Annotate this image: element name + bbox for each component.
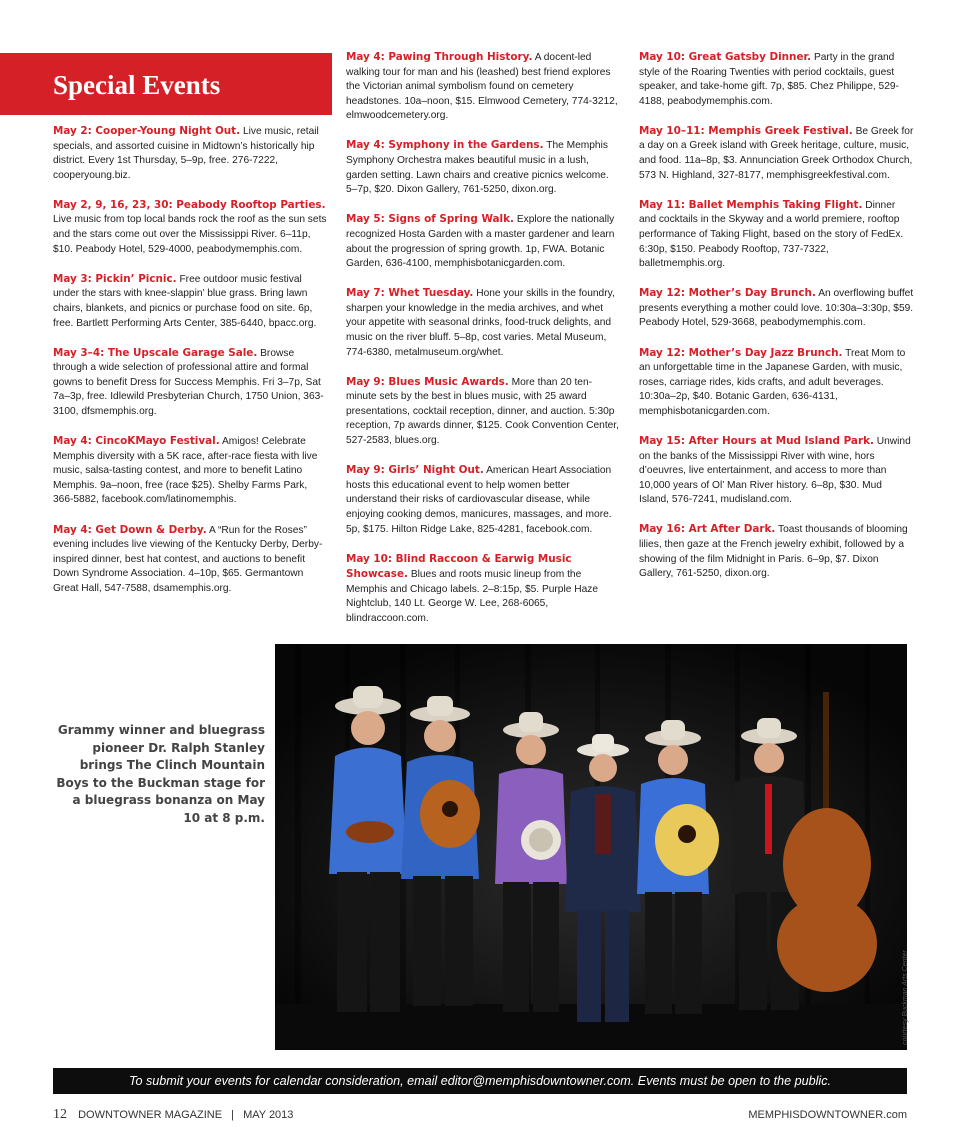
- issue-date: MAY 2013: [243, 1109, 294, 1121]
- event-entry: [639, 522, 914, 581]
- event-description: Party in the grand style of the Roaring Twenties with period cocktails, guest speaker, and take-home gift. 7p, $85. Chez Philippe, 529-4188, peabodymemphis.com.: [639, 52, 899, 107]
- event-title: May 4: Get Down & Derby.: [53, 523, 207, 536]
- band-photo-image: [275, 644, 907, 1050]
- event-entry: [53, 272, 328, 331]
- event-title: May 12: Mother’s Day Brunch.: [639, 287, 816, 300]
- event-entry: [346, 375, 621, 449]
- event-title: May 4: Pawing Through History.: [346, 51, 533, 63]
- event-description: A docent-led walking tour for man and his (leashed) best friend explores the Victorian animal symbolism found on cemetery headstones. 10a–noon, $15. Elmwood Cemetery, 774-3212, elmwoodcemetery.org.: [346, 52, 618, 122]
- event-title: May 12: Mother’s Day Jazz Brunch.: [639, 346, 843, 359]
- event-description: Blues and roots music lineup from the Memphis and Chicago labels. 2–8:15p, $5. Purple Haze Nightclub, 140 Lt. George W. Lee, 268-6065, blindraccoon.com.: [346, 569, 599, 624]
- event-description: Treat Mom to an unforgettable time in the Japanese Garden, with music, roses, carriage rides, kids crafts, and adult beverages. 10:30a–2p, $40. Botanic Garden, 636-4131, memphisbotanicgarden.com.: [639, 347, 906, 417]
- event-description: Amigos! Celebrate Memphis diversity with a 5K race, after-race fiesta with live music, salsa-tasting contest, and more to benefit Latino Memphis. 9a–noon, free (race $25). Shelby Farms Park, 366-5882, facebook.com/latinomemphis.: [53, 436, 318, 506]
- event-entry: [53, 434, 328, 508]
- event-description: American Heart Association hosts this educational event to help women better understand their risks of cardiovascular disease, while enjoying cooking demos, manicures, massages, and more. 5p, $175. Hilton Ridge Lake, 825-4281, facebook.com.: [346, 465, 612, 535]
- events-column-2: [346, 50, 621, 641]
- event-description: Dinner and cocktails in the Skyway and a world premiere, rooftop performance of Taking Flight, based on the story of FedEx. 6:30p, $150. Peabody Rooftop, 737-7322, balletmemphis.org.: [639, 199, 904, 270]
- event-title: May 9: Girls’ Night Out.: [346, 464, 484, 477]
- event-description: Be Greek for a day on a Greek island with Greek heritage, culture, music, and food. 11a–8p, $3. Annunciation Greek Orthodox Church, 573 N. Highland, 327-8177, memphisgreekfestival.com.: [639, 125, 914, 181]
- event-description: Toast thousands of blooming lilies, then gaze at the French jewelry exhibit, followed by a showing of the film Midnight in Paris. 6–9p, $7. Dixon Gallery, 761-5250, dixon.org.: [639, 524, 908, 580]
- event-title: May 15: After Hours at Mud Island Park.: [639, 434, 874, 447]
- event-entry: [346, 138, 621, 197]
- event-entry: [346, 286, 621, 360]
- event-title: May 2, 9, 16, 23, 30: Peabody Rooftop Parties.: [53, 198, 326, 211]
- footer-left: [53, 1107, 293, 1123]
- event-title: May 4: CincoKMayo Festival.: [53, 435, 220, 448]
- event-entry: [639, 124, 914, 183]
- event-title: May 5: Signs of Spring Walk.: [346, 213, 514, 226]
- event-title: May 2: Cooper-Young Night Out.: [53, 125, 241, 137]
- event-entry: [53, 523, 328, 597]
- event-title: May 10–11: Memphis Greek Festival.: [639, 124, 853, 137]
- event-title: May 9: Blues Music Awards.: [346, 375, 509, 388]
- event-description: Live music from top local bands rock the roof as the sun sets and the stars come out over the Mississippi River. 6–11p, $10. Peabody Hotel, 529-4000, peabodymemphis.com.: [53, 214, 327, 255]
- event-description: An overflowing buffet presents everything a mother could love. 10:30a–3:30p, $59. Peabody Hotel, 529-3668, peabodymemphis.com.: [639, 288, 914, 329]
- event-title: May 3–4: The Upscale Garage Sale.: [53, 346, 258, 359]
- event-entry: [639, 286, 914, 331]
- events-column-1: [53, 124, 328, 611]
- event-description: Live music, retail specials, and assorted cuisine in Midtown’s historically hip district. Every 1st Thursday, 5–9p, free. 276-7222, cooperyoung.biz.: [53, 126, 319, 181]
- event-description: More than 20 ten-minute sets by the best in blues music, with 25 award presentations, cocktail reception, dinner, and auction. 5:30p reception, 7p awards dinner, $125. Cook Convention Center, 527-2583, blues.org.: [346, 376, 619, 447]
- footer-separator: |: [231, 1109, 234, 1121]
- submission-notice-bar: [53, 1068, 907, 1094]
- event-description: Browse through a wide selection of professional attire and formal gowns to benefit Dress for Success Memphis. Fri 3–7p, Sat 7a–3p, free. Idlewild Presbyterian Church, 1750 Union, 363-3100, dfsmemphis.org.: [53, 347, 324, 417]
- event-entry: [346, 212, 621, 271]
- section-title-banner: [0, 53, 332, 115]
- page-number: 12: [53, 1107, 67, 1122]
- section-title: Special Events: [53, 70, 221, 100]
- event-entry: [639, 434, 914, 508]
- photo-caption: Grammy winner and bluegrass pioneer Dr. Ralph Stanley brings The Clinch Mountain Boys to the Buckman stage for a bluegrass bonanza on May 10 at 8 p.m.: [56, 723, 265, 825]
- event-entry: [639, 346, 914, 420]
- event-entry: [53, 198, 328, 257]
- event-description: The Memphis Symphony Orchestra makes beautiful music in a lush, garden setting. Lawn chairs and creative picnics welcome. 5–7p, $20. Dixon Gallery, 761-5250, dixon.org.: [346, 140, 609, 196]
- band-photo: [275, 644, 907, 1050]
- event-title: May 11: Ballet Memphis Taking Flight.: [639, 198, 863, 211]
- event-entry: [346, 463, 621, 537]
- event-entry: [346, 552, 621, 627]
- event-title: May 3: Pickin’ Picnic.: [53, 272, 177, 285]
- publication-name: DOWNTOWNER MAGAZINE: [78, 1109, 223, 1121]
- event-title: May 10: Blind Raccoon & Earwig Music Showcase.: [346, 552, 572, 581]
- events-column-3: [639, 50, 914, 596]
- event-entry: [639, 198, 914, 272]
- event-description: Hone your skills in the foundry, sharpen your knowledge in the media archives, and whet your appetite with seasonal drinks, food-truck delights, and music on the river bluff. 5–8p, cost varies. Metal Museum, 774-6380, metalmuseum.org/whet.: [346, 288, 615, 358]
- event-title: May 16: Art After Dark.: [639, 523, 776, 536]
- event-entry: [346, 50, 621, 124]
- website-url: MEMPHISDOWNTOWNER.com: [748, 1109, 907, 1121]
- submission-notice: To submit your events for calendar consideration, email editor@memphisdowntowner.com. Events must be open to the public.: [128, 1074, 832, 1088]
- event-title: May 4: Symphony in the Gardens.: [346, 139, 544, 152]
- event-entry: [639, 50, 914, 109]
- event-entry: [53, 124, 328, 183]
- event-description: Unwind on the banks of the Mississippi River with wine, hors d’oeuvres, live entertainment, and access to more than 10,000 years of Ol’ Man River history. 6–8p, $30. Mud Island, 576-7241, mudisland.com.: [639, 435, 911, 506]
- event-title: May 7: Whet Tuesday.: [346, 287, 474, 300]
- event-description: Free outdoor music festival under the stars with knee-slappin’ blue grass. Bring lawn chairs, blankets, and picnics or purchase food on site. 6p, free. Bartlett Performing Arts Center, 385-6440, bpacc.org.: [53, 273, 317, 329]
- event-description: Explore the nationally recognized Hosta Garden with a master gardener and learn about the progression of spring growth. 1p, FWA. Botanic Garden, 636-4100, memphisbotanicgarden.com.: [346, 214, 615, 270]
- event-title: May 10: Great Gatsby Dinner.: [639, 51, 812, 63]
- event-entry: [53, 346, 328, 420]
- photo-credit: courtesy Buckman Arts Center: [902, 950, 909, 1045]
- event-description: A “Run for the Roses” evening includes live viewing of the Kentucky Derby, Derby-inspired dinner, best hat contest, and auctions to benefit Down Syndrome Association. 4–10p, $65. Germantown Great Hall, 547-7588, dsamemphis.org.: [53, 524, 323, 594]
